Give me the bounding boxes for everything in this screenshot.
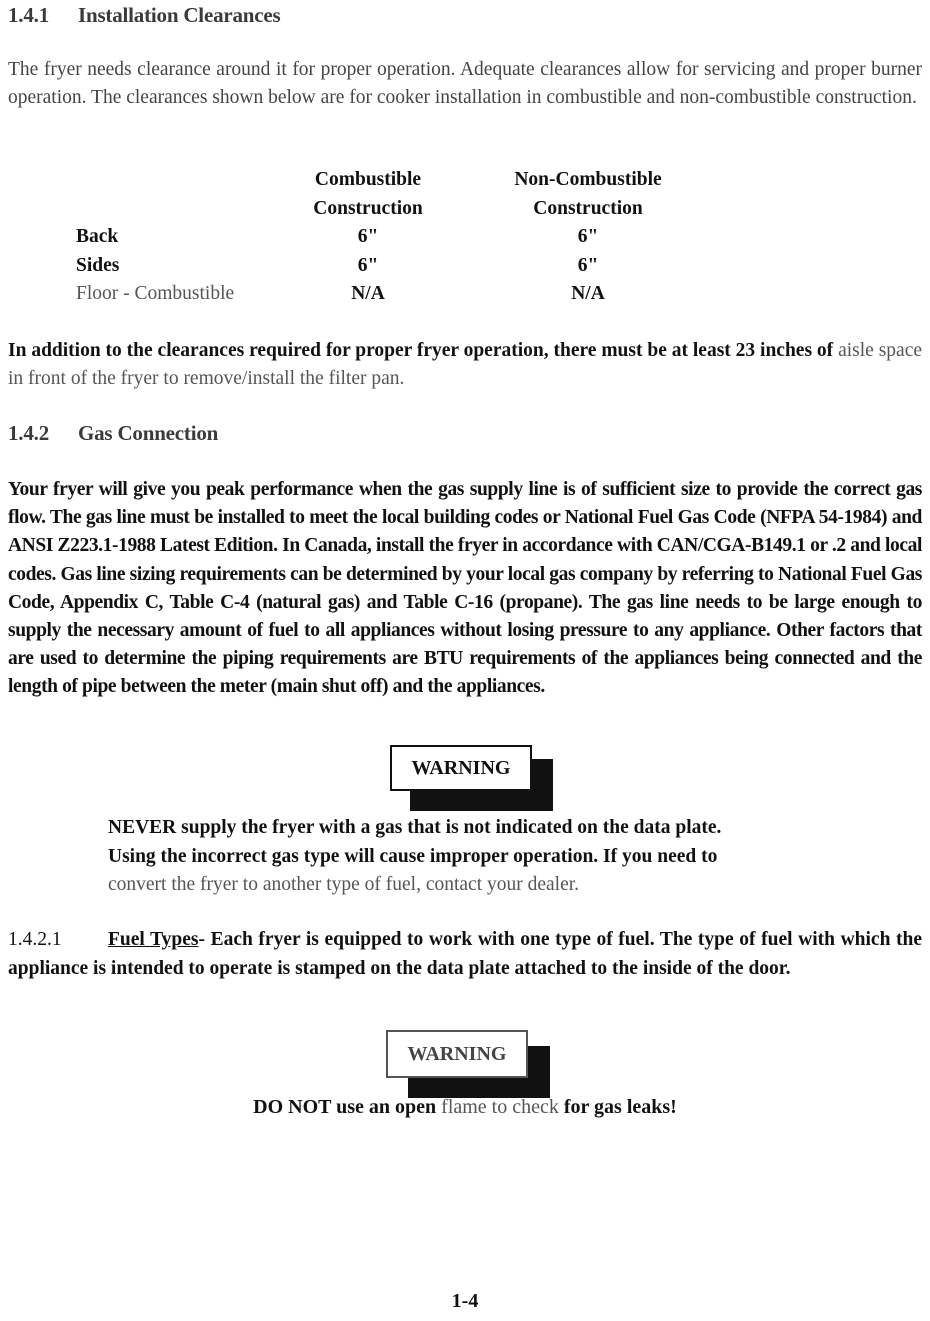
table-header-blank	[76, 166, 298, 223]
aisle-note-bold: In addition to the clearances required for proper fryer operation, there must be at least 23 inches of	[8, 340, 834, 361]
section-heading-installation-clearances	[8, 3, 280, 28]
cell-non-combustible: N/A	[571, 283, 605, 305]
row-label: Back	[76, 226, 119, 248]
warning-text-block	[108, 814, 868, 900]
cell-combustible: 6"	[357, 226, 379, 248]
aisle-space-note	[8, 337, 922, 393]
row-label: Sides	[76, 254, 120, 276]
page-number: 1-4	[451, 1290, 479, 1312]
table-row	[76, 252, 738, 281]
cell-combustible: 6"	[357, 254, 379, 276]
subsection-body: - Each fryer is equipped to work with one type of fuel. The type of fuel with which the appliance is intended to operate is stamped on the data plate attached to the inside of the door.	[8, 929, 923, 979]
warning-label: WARNING	[386, 1030, 528, 1078]
cell-non-combustible: 6"	[577, 226, 599, 248]
warning-line: Using the incorrect gas type will cause improper operation. If you need to	[108, 845, 718, 867]
gas-connection-paragraph: Your fryer will give you peak performance when the gas supply line is of sufficient size to provide the correct gas flow. The gas line must be installed to meet the local building codes or National Fuel Gas Code (NFPA 54-1984) and ANSI Z223.1-1988 Latest Edition. In Canada, install the fryer in accordance with CAN/CGA-B149.1 or .2 and local codes. Gas line sizing requirements can be determined by your local gas company by referring to National Fuel Gas Code, Appendix C, Table C-4 (natural gas) and Table C-16 (propane). The gas line needs to be large enough to supply the necessary amount of fuel to all appliances without losing pressure to any appliance. Other factors that are used to determine the piping requirements are BTU requirements of the appliances being connected and the length of pipe between the meter (main shut off) and the appliances.	[8, 479, 922, 698]
table-row	[76, 280, 738, 309]
cell-combustible: N/A	[351, 283, 385, 305]
table-header-non-combustible: Non-Combustible Construction	[514, 169, 662, 219]
warning-line: convert the fryer to another type of fuel, contact your dealer.	[108, 874, 580, 895]
table-row	[76, 223, 738, 252]
warning-label: WARNING	[390, 745, 532, 791]
section-title: Installation Clearances	[78, 3, 281, 27]
gas-leak-warning-text	[0, 1096, 930, 1119]
cell-non-combustible: 6"	[577, 254, 599, 276]
warning-text-part: DO NOT use an open	[253, 1096, 437, 1118]
section-number: 1.4.1	[8, 3, 50, 27]
section-heading-gas-connection	[8, 421, 218, 446]
fuel-types-paragraph	[8, 926, 922, 983]
section-title: Gas Connection	[78, 421, 219, 445]
subsection-number: 1.4.2.1	[8, 929, 62, 950]
warning-line: NEVER supply the fryer with a gas that is not indicated on the data plate.	[108, 817, 722, 838]
table-header-combustible: Combustible Construction	[313, 169, 423, 219]
clearance-intro-paragraph: The fryer needs clearance around it for proper operation. Adequate clearances allow for servicing and proper burner operation. The clearances shown below are for cooker installation in combustible and non-combustible construction.	[8, 59, 922, 109]
warning-text-part: for gas leaks!	[563, 1096, 677, 1118]
section-number: 1.4.2	[8, 421, 50, 445]
clearance-table	[76, 166, 738, 309]
warning-badge	[386, 1030, 551, 1100]
warning-badge	[390, 745, 555, 813]
subsection-title: Fuel Types	[108, 929, 199, 950]
aisle-note-light: aisle space in front of the fryer to remove/install the filter pan.	[8, 340, 922, 390]
warning-text-part: flame to check	[441, 1096, 559, 1118]
table-header-row	[76, 166, 738, 223]
row-label: Floor - Combustible	[76, 283, 235, 305]
